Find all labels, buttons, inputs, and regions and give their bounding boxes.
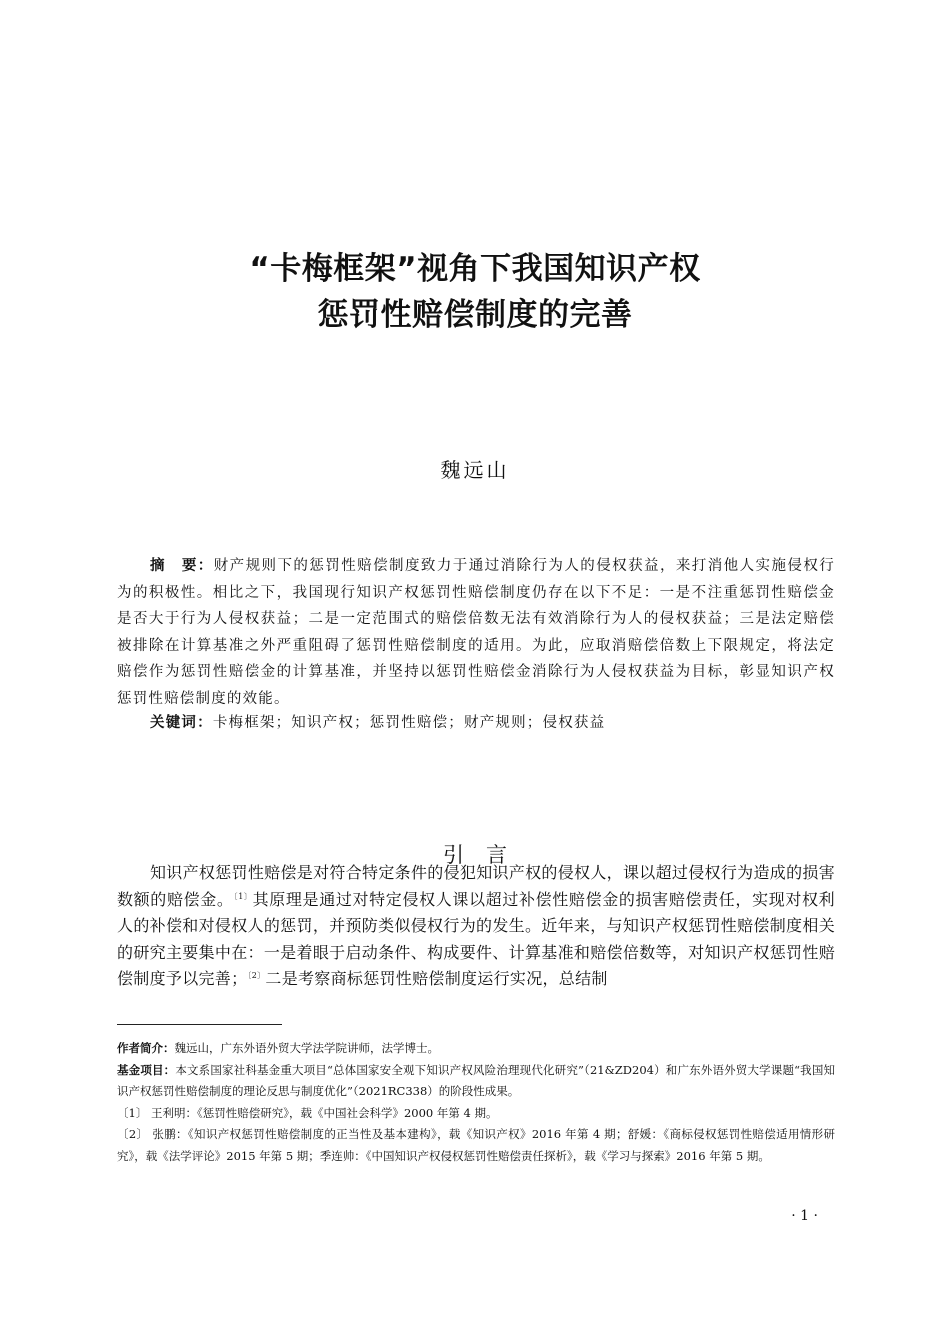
author-note-label: 作者简介： (117, 1041, 175, 1055)
keywords (150, 710, 605, 736)
section-heading: 引言 (443, 843, 529, 867)
footnotes (117, 1038, 835, 1167)
fund-note (117, 1060, 835, 1103)
footnote-1: 〔1〕 王利明：《惩罚性赔偿研究》，载《中国社会科学》2000 年第 4 期。 (117, 1105, 498, 1120)
body-text-part-3: 二是考察商标惩罚性赔偿制度运行实况，总结制 (265, 969, 608, 988)
author-note-text: 魏远山，广东外语外贸大学法学院讲师，法学博士。 (174, 1041, 439, 1055)
fund-note-label: 基金项目： (117, 1062, 176, 1077)
page-number: · 1 · (791, 1208, 818, 1224)
author-name: 魏远山 (440, 458, 510, 482)
body-text-part-2: 其原理是通过对特定侵权人课以超过补偿性赔偿金的损害赔偿责任，实现对权利人的补偿和对侵权人的惩罚，并预防类似侵权行为的发生。近年来，与知识产权惩罚性赔偿制度相关的研究主要集中在：一是着眼于启动条件、构成要件、计算基准和赔偿倍数等，对知识产权惩罚性赔偿制度予以完善； (117, 889, 835, 988)
footnote-ref-1[interactable]: 〔1〕 (233, 891, 253, 901)
footnote-2: 〔2〕 张鹏：《知识产权惩罚性赔偿制度的正当性及基本建构》，载《知识产权》2016 年第 4 期；舒媛：《商标侵权惩罚性赔偿适用情形研究》，载《法学评论》2015 年第 5 期；季连帅：《中国知识产权侵权惩罚性赔偿责任探析》，载《学习与探索》2016 年第 5 期。 (117, 1127, 835, 1163)
abstract-text: 财产规则下的惩罚性赔偿制度致力于通过消除行为人的侵权获益，来打消他人实施侵权行为的积极性。相比之下，我国现行知识产权惩罚性赔偿制度仍存在以下不足：一是不注重惩罚性赔偿金是否大于行为人侵权获益；二是一定范围式的赔偿倍数无法有效消除行为人的侵权获益；三是法定赔偿被排除在计算基准之外严重阻碍了惩罚性赔偿制度的适用。为此，应取消赔偿倍数上下限规定，将法定赔偿作为惩罚性赔偿金的计算基准，并坚持以惩罚性赔偿金消除行为人侵权获益为目标，彰显知识产权惩罚性赔偿制度的效能。 (117, 558, 835, 707)
fund-note-text: 本文系国家社科基金重大项目“总体国家安全观下知识产权风险治理现代化研究”（21&ZD204）和广东外语外贸大学课题“我国知识产权惩罚性赔偿制度的理论反思与制度优化”（2021RC338）的阶段性成果。 (117, 1062, 835, 1098)
title-line-1: “卡梅框架”视角下我国知识产权 (249, 251, 701, 287)
keywords-label: 关键词： (150, 715, 213, 731)
title-line-2: 惩罚性赔偿制度的完善 (317, 297, 633, 333)
paper-title (0, 246, 950, 338)
author-note (117, 1038, 835, 1060)
footnote-divider (117, 1024, 282, 1025)
footnote-ref-2[interactable]: 〔2〕 (247, 971, 266, 980)
abstract (117, 553, 835, 712)
body-paragraph (117, 860, 835, 993)
body-text-part-1: 知识产权惩罚性赔偿是对符合特定条件的侵犯知识产权的侵权人，课以超过侵权行为造成的损害数额的赔偿金。 (117, 863, 835, 909)
abstract-label: 摘 要： (150, 558, 214, 574)
keywords-text: 卡梅框架；知识产权；惩罚性赔偿；财产规则；侵权获益 (212, 715, 606, 731)
